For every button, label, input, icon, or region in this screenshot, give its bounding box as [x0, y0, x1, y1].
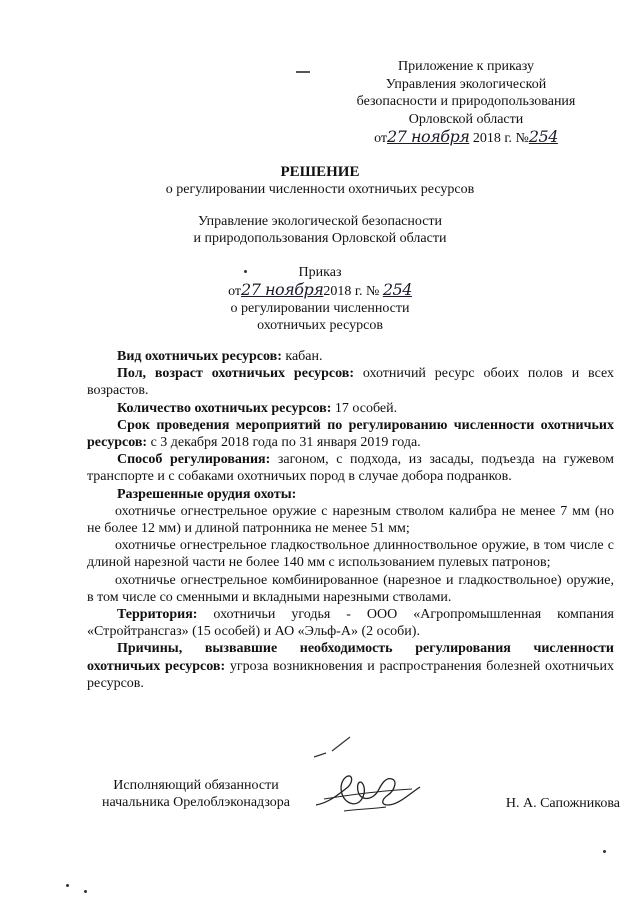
signatory-name: Н. А. Сапожникова: [505, 796, 620, 811]
decision-body: [87, 348, 614, 692]
decision-subtitle: о регулировании численности охотничьих ресурсов: [165, 182, 475, 197]
territory-label: Территория:: [117, 607, 198, 623]
weapon-item: охотничье огнестрельное комбинированное (нарезное и гладкоствольное) оружие, в том числе со сменными и вкладными нарезными стволами.: [87, 572, 614, 605]
method-paragraph: [87, 451, 614, 485]
authority-line: и природопользования Орловской области: [193, 231, 447, 246]
reasons-paragraph: [87, 640, 614, 692]
handwritten-date: 27 ноября: [387, 127, 470, 146]
appendix-date-line: [336, 128, 596, 148]
weapons-heading: [87, 486, 614, 503]
term-label: Срок проведения мероприятий по регулированию численности охотничьих ресурсов:: [87, 417, 614, 451]
quantity-paragraph: [87, 400, 614, 417]
year-text: 2018 г. №: [472, 131, 529, 146]
handwritten-number: 254: [382, 280, 412, 299]
authority-block: [0, 213, 640, 247]
stray-mark: [66, 884, 69, 887]
position-line: начальника Орелоблэконадзора: [101, 795, 290, 810]
appendix-line: Приложение к приказу: [398, 59, 534, 74]
order-title: Приказ: [298, 265, 342, 280]
weapon-item: охотничье огнестрельное оружие с нарезным стволом калибра не менее 7 мм (но не более 12 мм) и длиной патронника не менее 51 мм;: [87, 503, 614, 537]
signatory-position: [86, 777, 306, 811]
order-about-line: охотничьих ресурсов: [257, 318, 383, 333]
term-value: с 3 декабря 2018 года по 31 января 2019 года.: [147, 435, 421, 451]
weapons-label: Разрешенные орудия охоты:: [117, 486, 297, 502]
appendix-line: безопасности и природопользования: [356, 94, 576, 109]
term-paragraph: [87, 417, 614, 451]
sex-age-label: Пол, возраст охотничьих ресурсов:: [117, 366, 354, 382]
decision-title: РЕШЕНИЕ: [280, 164, 360, 180]
handwritten-number: 254: [528, 127, 558, 146]
order-date-line: [0, 281, 640, 300]
stray-mark: [603, 850, 606, 853]
date-prefix: от: [228, 284, 242, 299]
handwritten-date: 27 ноября: [241, 280, 324, 299]
species-label: Вид охотничьих ресурсов:: [117, 349, 282, 364]
authority-line: Управление экологической безопасности: [197, 214, 443, 229]
quantity-label: Количество охотничьих ресурсов:: [117, 400, 332, 416]
stray-mark: [296, 71, 310, 73]
position-line: Исполняющий обязанности: [113, 778, 279, 793]
territory-paragraph: [87, 606, 614, 640]
order-about-line: о регулировании численности: [230, 301, 410, 316]
reasons-label: Причины, вызвавшие необходимость регулирования численности охотничьих ресурсов:: [87, 641, 614, 674]
method-label: Способ регулирования:: [117, 452, 271, 468]
method-value: загоном, с подхода, из засады, подъезда на гужевом транспорте и с собаками охотничьих пород в случае добора подранков.: [87, 452, 614, 485]
appendix-line: Управления экологической: [385, 76, 547, 92]
date-prefix: от: [374, 131, 388, 146]
species-value: кабан.: [281, 349, 323, 364]
order-block: [0, 264, 640, 334]
sex-age-value: охотничий ресурс обоих полов и всех возрастов.: [87, 366, 614, 399]
territory-value: охотничьи угодья - ООО «Агропромышленная компания «Стройтрансгаз» (15 особей) и АО «Эльф-А» (2 особи).: [87, 607, 614, 640]
stray-mark: [84, 890, 87, 893]
species-paragraph: [87, 348, 614, 365]
quantity-value: 17 особей.: [331, 400, 398, 416]
reasons-value: угроза возникновения и распространения болезней охотничьих ресурсов.: [87, 658, 614, 691]
sex-age-paragraph: [87, 365, 614, 399]
pen-tick-mark: [312, 735, 352, 760]
decision-heading: [0, 164, 640, 198]
weapon-item: охотничье огнестрельное гладкоствольное длинноствольное оружие, в том числе с длиной нарезной части не более 140 мм с использованием пулевых патронов;: [87, 538, 614, 571]
appendix-line: Орловской области: [408, 111, 524, 127]
stray-mark: [244, 270, 247, 273]
appendix-header: [336, 58, 596, 148]
handwritten-signature: [308, 765, 428, 820]
year-text: 2018 г. №: [323, 284, 380, 299]
